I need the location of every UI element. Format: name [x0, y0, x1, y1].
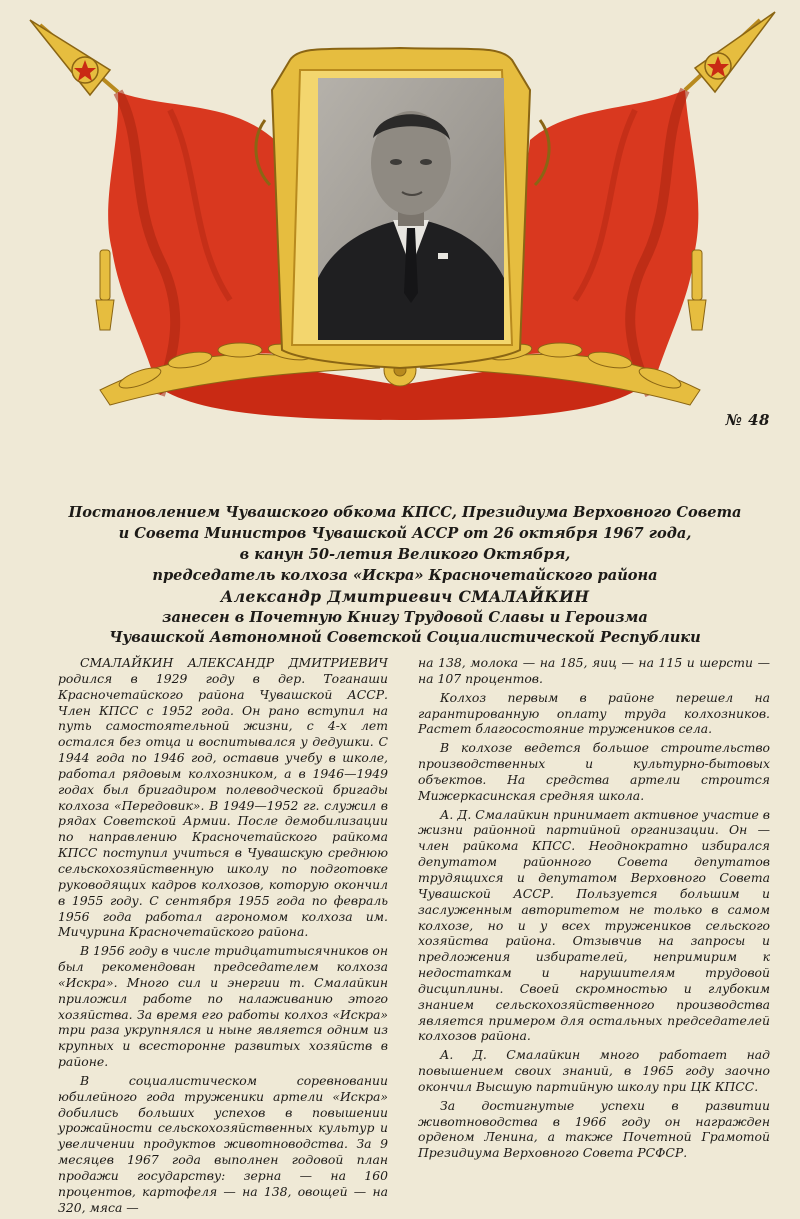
- biography-paragraph: Колхоз первым в районе перешел на гарантированную оплату труда колхозников. Растет благосостояние тружеников села.: [418, 689, 770, 737]
- portrait-photo: [318, 78, 504, 340]
- left-star-pole-tip-icon: [30, 20, 110, 95]
- decree-line: председатель колхоза «Искра» Красночетайского района: [152, 566, 658, 584]
- biography-paragraph: на 138, молока — на 185, яиц — на 115 и шерсти — на 107 процентов.: [418, 655, 770, 686]
- left-tassel: [96, 250, 114, 330]
- decree-line: и Совета Министров Чувашской АССР от 26 октября 1967 года,: [118, 524, 692, 542]
- document-number: № 48: [725, 411, 770, 429]
- decree-line: в канун 50-летия Великого Октября,: [239, 545, 571, 563]
- biography-paragraph: В 1956 году в числе тридцатитысячников он был рекомендован председателем колхоза «Искра». Много сил и энергии т. Смалайкин приложил работе по налаживанию этого хозяйства. За время его работы колхоз «Искра» три раза укрупнялся и ныне является одним из крупных и всесторонне развитых хозяйств в районе.: [58, 943, 388, 1070]
- decree-line: Постановлением Чувашского обкома КПСС, Президиума Верховного Совета: [68, 504, 742, 521]
- decree-line: занесен в Почетную Книгу Трудовой Славы и Героизма: [162, 608, 648, 626]
- biography-paragraph: В колхозе ведется большое строительство производственных и культурно-бытовых объектов. На средства артели строится Мижеркасинская средняя школа.: [418, 740, 770, 803]
- biography-paragraph: В социалистическом соревновании юбилейного года труженики артели «Искра» добились больших успехов в повышении урожайности сельскохозяйственных культур и увеличении продуктов животноводства. За 9 месяцев 1967 года выполнен годовой план продажи государству: зерна — на 160 процентов, картофеля — на 138, овощей — на 320, мяса —: [58, 1072, 388, 1215]
- decree-heading: [60, 503, 750, 649]
- right-star-pole-tip-icon: [695, 12, 775, 92]
- decree-line: Чувашской Автономной Советской Социалистической Республики: [109, 629, 701, 647]
- biography-right-column: [418, 655, 770, 1164]
- biography-paragraph: СМАЛАЙКИН АЛЕКСАНДР ДМИТРИЕВИЧ родился в 1929 году в дер. Тоганаши Красночетайского района Чувашской АССР. Член КПСС с 1952 года. Он рано вступил на путь самостоятельной жизни, с 4-х лет остался без отца и воспитывался у дедушки. С 1944 года по 1946 год, оставив учебу в школе, работал рядовым колхозником, а в 1946—1949 годах был бригадиром полеводческой бригады колхоза «Передовик». В 1949—1952 гг. служил в рядах Советской Армии. После демобилизации по направлению Красночетайского райкома КПСС поступил учиться в Чувашскую среднюю сельскохозяйственную школу по подготовке руководящих кадров колхозов, которую окончил в 1955 году. С сентября 1955 года по февраль 1956 года работал агрономом колхоза им. Мичурина Красночетайского района.: [58, 655, 388, 940]
- honoree-name: Александр Дмитриевич СМАЛАЙКИН: [220, 586, 590, 606]
- biography-paragraph: А. Д. Смалайкин много работает над повышением своих знаний, в 1965 году заочно окончил Высшую партийную школу при ЦК КПСС.: [418, 1047, 770, 1094]
- biography-left-column: [58, 655, 388, 1219]
- biography-paragraph: А. Д. Смалайкин принимает активное участие в жизни районной партийной организации. Он — член райкома КПСС. Неоднократно избирался депутатом районного Совета депутатов трудящихся и депутатом Верховного Совета Чувашской АССР. Пользуется большим и заслуженным авторитетом не только в самом колхозе, но и у всех тружеников сельского хозяйства района. Отзывчив на запросы и предложения избирателей, непримирим к недостаткам и нарушителям трудовой дисциплины. Своей скромностью и глубоким знанием сельскохозяйственного производства является примером для остальных председателей колхозов района.: [418, 806, 770, 1044]
- biography-paragraph: За достигнутые успехи в развитии животноводства в 1966 году он награжден орденом Ленина, а также Почетной Грамотой Президиума Верховного Совета РСФСР.: [418, 1097, 770, 1161]
